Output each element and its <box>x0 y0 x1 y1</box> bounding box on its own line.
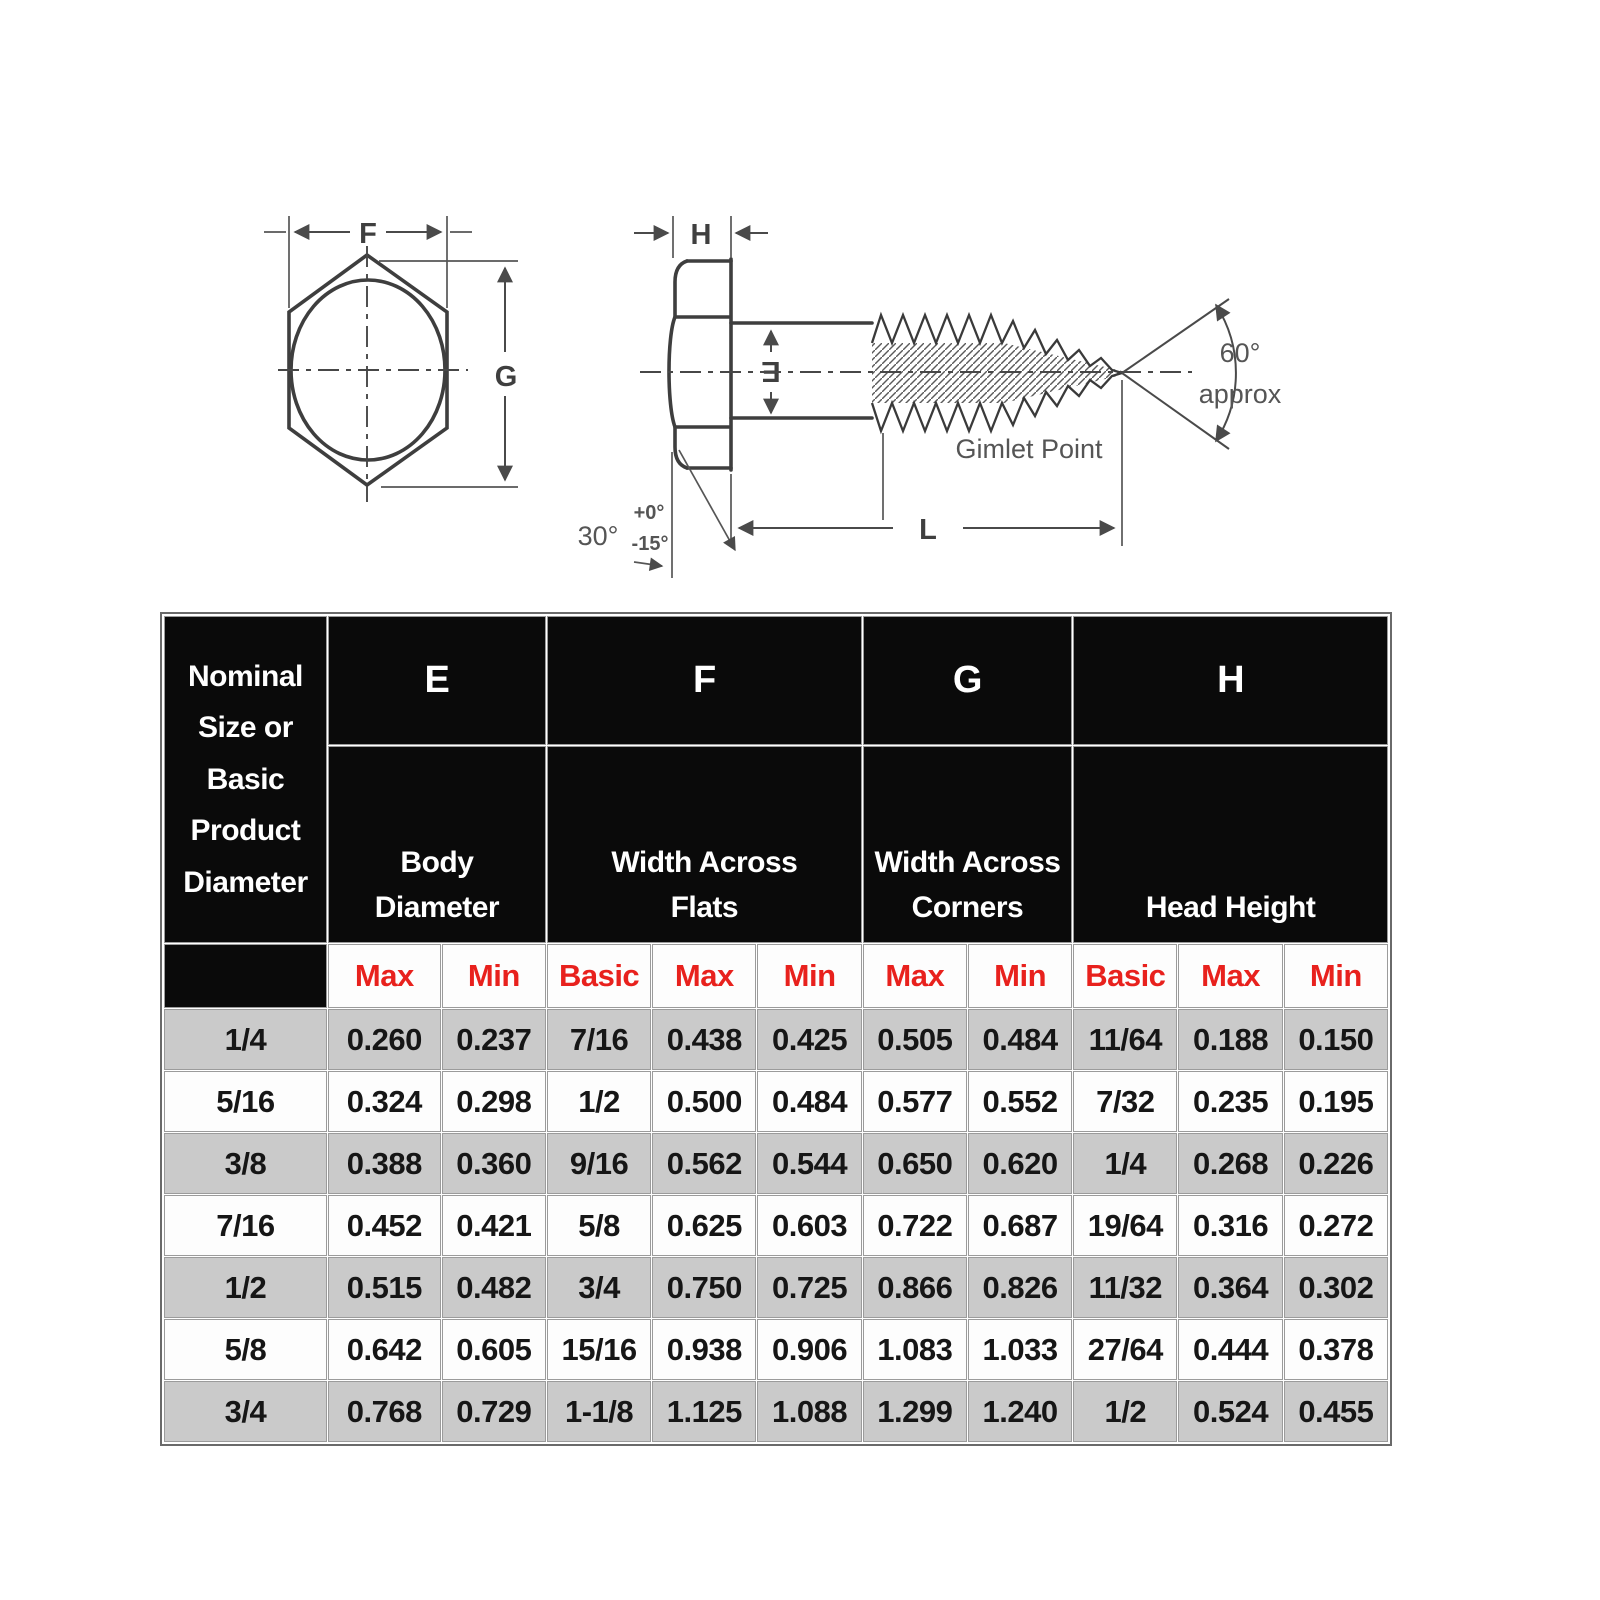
subheader-cell: Max <box>1179 945 1281 1007</box>
table-cell: 0.482 <box>443 1258 545 1317</box>
table-cell: 0.625 <box>653 1196 755 1255</box>
table-cell: 0.378 <box>1285 1320 1387 1379</box>
table-cell: 5/8 <box>165 1320 326 1379</box>
subheader-cell: Max <box>653 945 755 1007</box>
table-cell: 0.360 <box>443 1134 545 1193</box>
table-cell: 0.524 <box>1179 1382 1281 1441</box>
table-cell: 0.484 <box>758 1072 860 1131</box>
table-cell: 0.444 <box>1179 1320 1281 1379</box>
table-cell: 11/32 <box>1074 1258 1176 1317</box>
col-group-letter-h: H <box>1074 617 1387 744</box>
table-cell: 1/2 <box>165 1258 326 1317</box>
table-row <box>165 1320 1387 1379</box>
table-cell: 1.240 <box>969 1382 1071 1441</box>
table-row-subheaders <box>165 945 1387 1007</box>
table-row <box>165 1258 1387 1317</box>
table-cell: 0.577 <box>864 1072 966 1131</box>
group-label-text: Width Across Corners <box>874 846 1061 924</box>
table-cell: 7/32 <box>1074 1072 1176 1131</box>
table-cell: 0.750 <box>653 1258 755 1317</box>
dim-label-e: E <box>761 355 781 387</box>
table-cell: 0.500 <box>653 1072 755 1131</box>
table-cell: 5/16 <box>165 1072 326 1131</box>
hex-head-front-view <box>264 216 518 502</box>
subheader-cell: Min <box>1285 945 1387 1007</box>
table-cell: 0.195 <box>1285 1072 1387 1131</box>
table-cell: 0.687 <box>969 1196 1071 1255</box>
table-row <box>165 1196 1387 1255</box>
table-cell: 0.455 <box>1285 1382 1387 1441</box>
subheader-cell: Basic <box>548 945 650 1007</box>
table-cell: 27/64 <box>1074 1320 1176 1379</box>
table-cell: 0.515 <box>329 1258 440 1317</box>
table-cell: 0.650 <box>864 1134 966 1193</box>
table-cell: 0.866 <box>864 1258 966 1317</box>
corner-header: Nominal Size or Basic Product Diameter <box>165 617 326 942</box>
table-cell: 0.826 <box>969 1258 1071 1317</box>
table-cell: 0.505 <box>864 1010 966 1069</box>
table-cell: 0.272 <box>1285 1196 1387 1255</box>
table-cell: 1.088 <box>758 1382 860 1441</box>
tolerance-plus-label: +0° <box>633 502 665 524</box>
table-row-group-labels <box>165 747 1387 942</box>
table-row <box>165 1134 1387 1193</box>
table-cell: 0.729 <box>443 1382 545 1441</box>
table-cell: 15/16 <box>548 1320 650 1379</box>
table-cell: 0.484 <box>969 1010 1071 1069</box>
table-row-letters <box>165 617 1387 744</box>
table-cell: 0.562 <box>653 1134 755 1193</box>
dim-label-f: F <box>359 218 377 250</box>
table-cell: 0.605 <box>443 1320 545 1379</box>
table-cell: 0.268 <box>1179 1134 1281 1193</box>
table-cell: 0.364 <box>1179 1258 1281 1317</box>
table-cell: 1/2 <box>1074 1382 1176 1441</box>
lag-screw-diagram <box>0 0 1600 600</box>
dim-label-h: H <box>690 219 712 251</box>
col-group-letter-f: F <box>548 617 861 744</box>
table-cell: 0.725 <box>758 1258 860 1317</box>
angle-30-label: 30° <box>577 521 619 551</box>
table-cell: 1/4 <box>1074 1134 1176 1193</box>
subheader-cell: Max <box>329 945 440 1007</box>
tolerance-minus-label: -15° <box>631 533 669 555</box>
table-cell: 7/16 <box>548 1010 650 1069</box>
table-cell: 19/64 <box>1074 1196 1176 1255</box>
subheader-cell: Min <box>758 945 860 1007</box>
table-cell: 0.452 <box>329 1196 440 1255</box>
table-row <box>165 1010 1387 1069</box>
gimlet-point-label: Gimlet Point <box>955 434 1103 464</box>
table-row <box>165 1072 1387 1131</box>
approx-label: approx <box>1198 379 1282 409</box>
table-cell: 0.237 <box>443 1010 545 1069</box>
table-cell: 0.150 <box>1285 1010 1387 1069</box>
col-group-label-width-across-corners <box>864 747 1072 942</box>
screw-side-view <box>578 216 1282 578</box>
table-cell: 0.298 <box>443 1072 545 1131</box>
table-cell: 9/16 <box>548 1134 650 1193</box>
table-cell: 5/8 <box>548 1196 650 1255</box>
table-cell: 1/2 <box>548 1072 650 1131</box>
subheader-cell: Min <box>969 945 1071 1007</box>
table-cell: 3/4 <box>165 1382 326 1441</box>
table-cell: 0.768 <box>329 1382 440 1441</box>
subheader-spacer <box>165 945 326 1007</box>
table-cell: 0.188 <box>1179 1010 1281 1069</box>
col-group-letter-e: E <box>329 617 545 744</box>
table-cell: 0.260 <box>329 1010 440 1069</box>
table-cell: 1.083 <box>864 1320 966 1379</box>
group-label-text: Head Height <box>1145 891 1316 924</box>
table-row <box>165 1382 1387 1441</box>
table-cell: 1-1/8 <box>548 1382 650 1441</box>
angle-60-label: 60° <box>1219 338 1261 368</box>
table-cell: 1.299 <box>864 1382 966 1441</box>
table-cell: 0.642 <box>329 1320 440 1379</box>
table-cell: 0.302 <box>1285 1258 1387 1317</box>
table-cell: 11/64 <box>1074 1010 1176 1069</box>
table-cell: 0.544 <box>758 1134 860 1193</box>
table-cell: 0.235 <box>1179 1072 1281 1131</box>
table-cell: 0.388 <box>329 1134 440 1193</box>
table-cell: 0.421 <box>443 1196 545 1255</box>
table-cell: 0.552 <box>969 1072 1071 1131</box>
table-cell: 3/8 <box>165 1134 326 1193</box>
subheader-cell: Basic <box>1074 945 1176 1007</box>
table-cell: 0.324 <box>329 1072 440 1131</box>
col-group-label-head-height <box>1074 747 1387 942</box>
subheader-cell: Min <box>443 945 545 1007</box>
table-cell: 7/16 <box>165 1196 326 1255</box>
dim-label-g: G <box>494 361 518 393</box>
col-group-label-body-diameter <box>329 747 545 942</box>
table-cell: 1.033 <box>969 1320 1071 1379</box>
dim-label-l: L <box>919 514 937 546</box>
table-cell: 1.125 <box>653 1382 755 1441</box>
table-cell: 0.425 <box>758 1010 860 1069</box>
subheader-cell: Max <box>864 945 966 1007</box>
table-cell: 0.938 <box>653 1320 755 1379</box>
table-cell: 0.226 <box>1285 1134 1387 1193</box>
group-label-text: Body Diameter <box>374 846 500 924</box>
table-cell: 0.906 <box>758 1320 860 1379</box>
col-group-letter-g: G <box>864 617 1072 744</box>
table-cell: 0.603 <box>758 1196 860 1255</box>
table-cell: 0.722 <box>864 1196 966 1255</box>
lag-screw-dimensions-table <box>160 612 1392 1446</box>
table-cell: 0.620 <box>969 1134 1071 1193</box>
group-label-text: Width Across Flats <box>611 846 798 924</box>
table-cell: 0.316 <box>1179 1196 1281 1255</box>
table-cell: 1/4 <box>165 1010 326 1069</box>
table-cell: 3/4 <box>548 1258 650 1317</box>
table-cell: 0.438 <box>653 1010 755 1069</box>
col-group-label-width-across-flats <box>548 747 861 942</box>
